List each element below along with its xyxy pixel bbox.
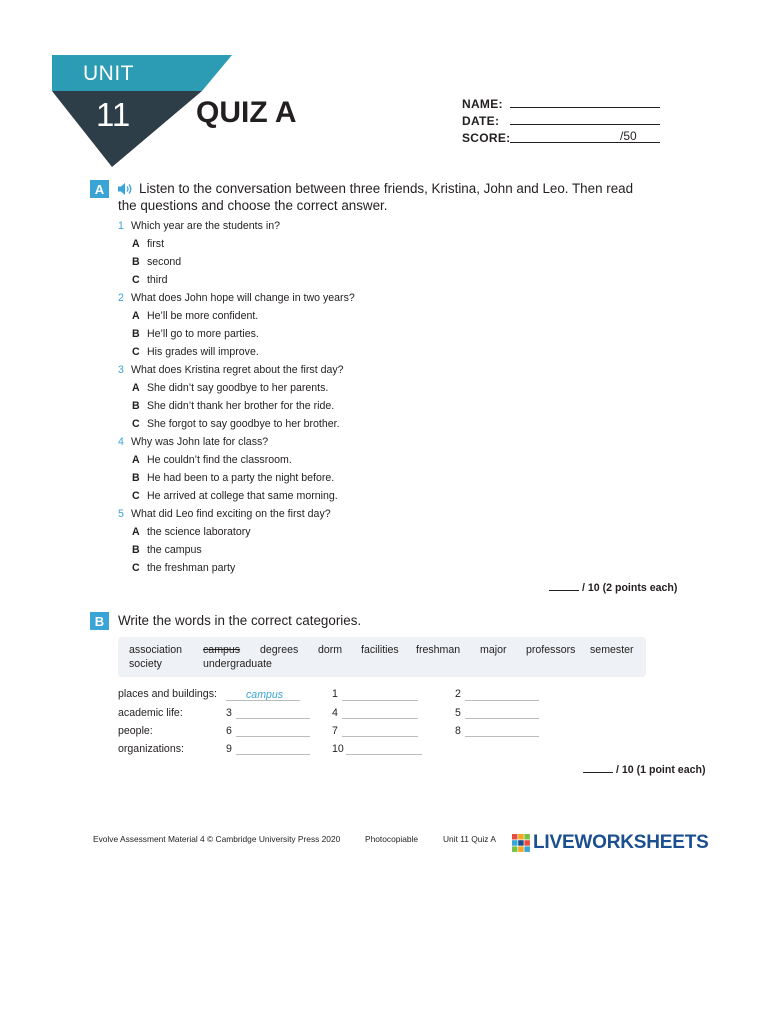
q4-option-a[interactable]: A He couldn’t find the classroom. (132, 454, 292, 466)
question-3: 3 What does Kristina regret about the first day? (118, 364, 344, 376)
liveworksheets-logo-text: LIVEWORKSHEETS (533, 832, 709, 853)
q1-option-b[interactable]: B second (132, 256, 182, 268)
blank-number: 3 (226, 707, 232, 719)
word-bank (118, 637, 646, 677)
question-1: 1 Which year are the students in? (118, 220, 280, 232)
name-field[interactable] (510, 107, 660, 108)
q2-option-c[interactable]: C His grades will improve. (132, 346, 259, 358)
example-answer: campus (246, 689, 284, 701)
answer-field-4[interactable] (342, 718, 418, 719)
section-a-score-field[interactable] (549, 590, 579, 591)
word-bank-item: association (129, 644, 182, 656)
footer-copyright: Evolve Assessment Material 4 © Cambridge University Press 2020 (93, 834, 341, 844)
category-academic: academic life: (118, 707, 183, 719)
q1-option-c[interactable]: C third (132, 274, 168, 286)
blank-number: 8 (455, 725, 461, 737)
word-bank-item: society (129, 658, 162, 670)
category-people: people: (118, 725, 153, 737)
category-places: places and buildings: (118, 688, 217, 700)
section-b-instruction: Write the words in the correct categories. (118, 613, 362, 628)
q5-option-a[interactable]: A the science laboratory (132, 526, 251, 538)
q5-option-b[interactable]: B the campus (132, 544, 202, 556)
answer-field-6[interactable] (236, 736, 310, 737)
speaker-icon[interactable] (117, 182, 133, 196)
answer-field-10[interactable] (346, 754, 422, 755)
q2-option-a[interactable]: A He’ll be more confident. (132, 310, 259, 322)
blank-number: 4 (332, 707, 338, 719)
blank-number: 9 (226, 743, 232, 755)
word-bank-item: degrees (260, 644, 299, 656)
blank-number: 1 (332, 688, 338, 700)
word-bank-item: undergraduate (203, 658, 272, 670)
section-b-score-field[interactable] (583, 772, 613, 773)
word-bank-item-crossed: campus (203, 644, 241, 656)
blank-number: 5 (455, 707, 461, 719)
blank-number: 7 (332, 725, 338, 737)
liveworksheets-logo (512, 834, 709, 852)
unit-number: 11 (96, 96, 131, 133)
q5-option-c[interactable]: C the freshman party (132, 562, 236, 574)
score-label: SCORE: (462, 131, 511, 145)
name-label: NAME: (462, 97, 503, 111)
section-b-marker: B (90, 612, 109, 630)
answer-field-5[interactable] (465, 718, 539, 719)
liveworksheets-logo-icon (512, 834, 530, 852)
q1-option-a[interactable]: A first (132, 238, 165, 250)
section-b-points: / 10 (1 point each) (583, 764, 705, 776)
page-title: QUIZ A (196, 96, 297, 129)
answer-field-1[interactable] (342, 700, 418, 701)
q4-option-c[interactable]: C He arrived at college that same morning. (132, 490, 338, 502)
blank-number: 10 (332, 743, 344, 755)
word-bank-item: semester (590, 644, 634, 656)
date-field[interactable] (510, 124, 660, 125)
q3-option-a[interactable]: A She didn’t say goodbye to her parents. (132, 382, 329, 394)
answer-field-3[interactable] (236, 718, 310, 719)
blank-number: 6 (226, 725, 232, 737)
section-a-marker: A (90, 180, 109, 198)
section-a-instruction-1: Listen to the conversation between three friends, Kristina, John and Leo. Then read (139, 181, 634, 196)
q3-option-b[interactable]: B She didn’t thank her brother for the ride. (132, 400, 335, 412)
section-a-instruction-2: the questions and choose the correct answer. (118, 198, 388, 213)
question-5: 5 What did Leo find exciting on the first day? (118, 508, 331, 520)
section-a-points: / 10 (2 points each) (549, 582, 677, 594)
q3-option-c[interactable]: C She forgot to say goodbye to her brother. (132, 418, 340, 430)
q4-option-b[interactable]: B He had been to a party the night before. (132, 472, 335, 484)
footer-unit-quiz: Unit 11 Quiz A (443, 834, 496, 844)
q2-option-b[interactable]: B He’ll go to more parties. (132, 328, 259, 340)
question-4: 4 Why was John late for class? (118, 436, 269, 448)
answer-field-7[interactable] (342, 736, 418, 737)
category-organizations: organizations: (118, 743, 184, 755)
word-bank-item: professors (526, 644, 576, 656)
score-max: /50 (620, 129, 637, 143)
footer-photocopiable: Photocopiable (365, 834, 419, 844)
answer-field-9[interactable] (236, 754, 310, 755)
question-2: 2 What does John hope will change in two years? (118, 292, 355, 304)
word-bank-item: facilities (361, 644, 399, 656)
word-bank-item: freshman (416, 644, 461, 656)
word-bank-item: dorm (318, 644, 343, 656)
blank-number: 2 (455, 688, 461, 700)
example-line (226, 700, 300, 701)
date-label: DATE: (462, 114, 500, 128)
answer-field-8[interactable] (465, 736, 539, 737)
unit-label: UNIT (83, 62, 134, 85)
answer-field-2[interactable] (465, 700, 539, 701)
word-bank-item: major (480, 644, 507, 656)
score-field[interactable] (510, 142, 660, 143)
